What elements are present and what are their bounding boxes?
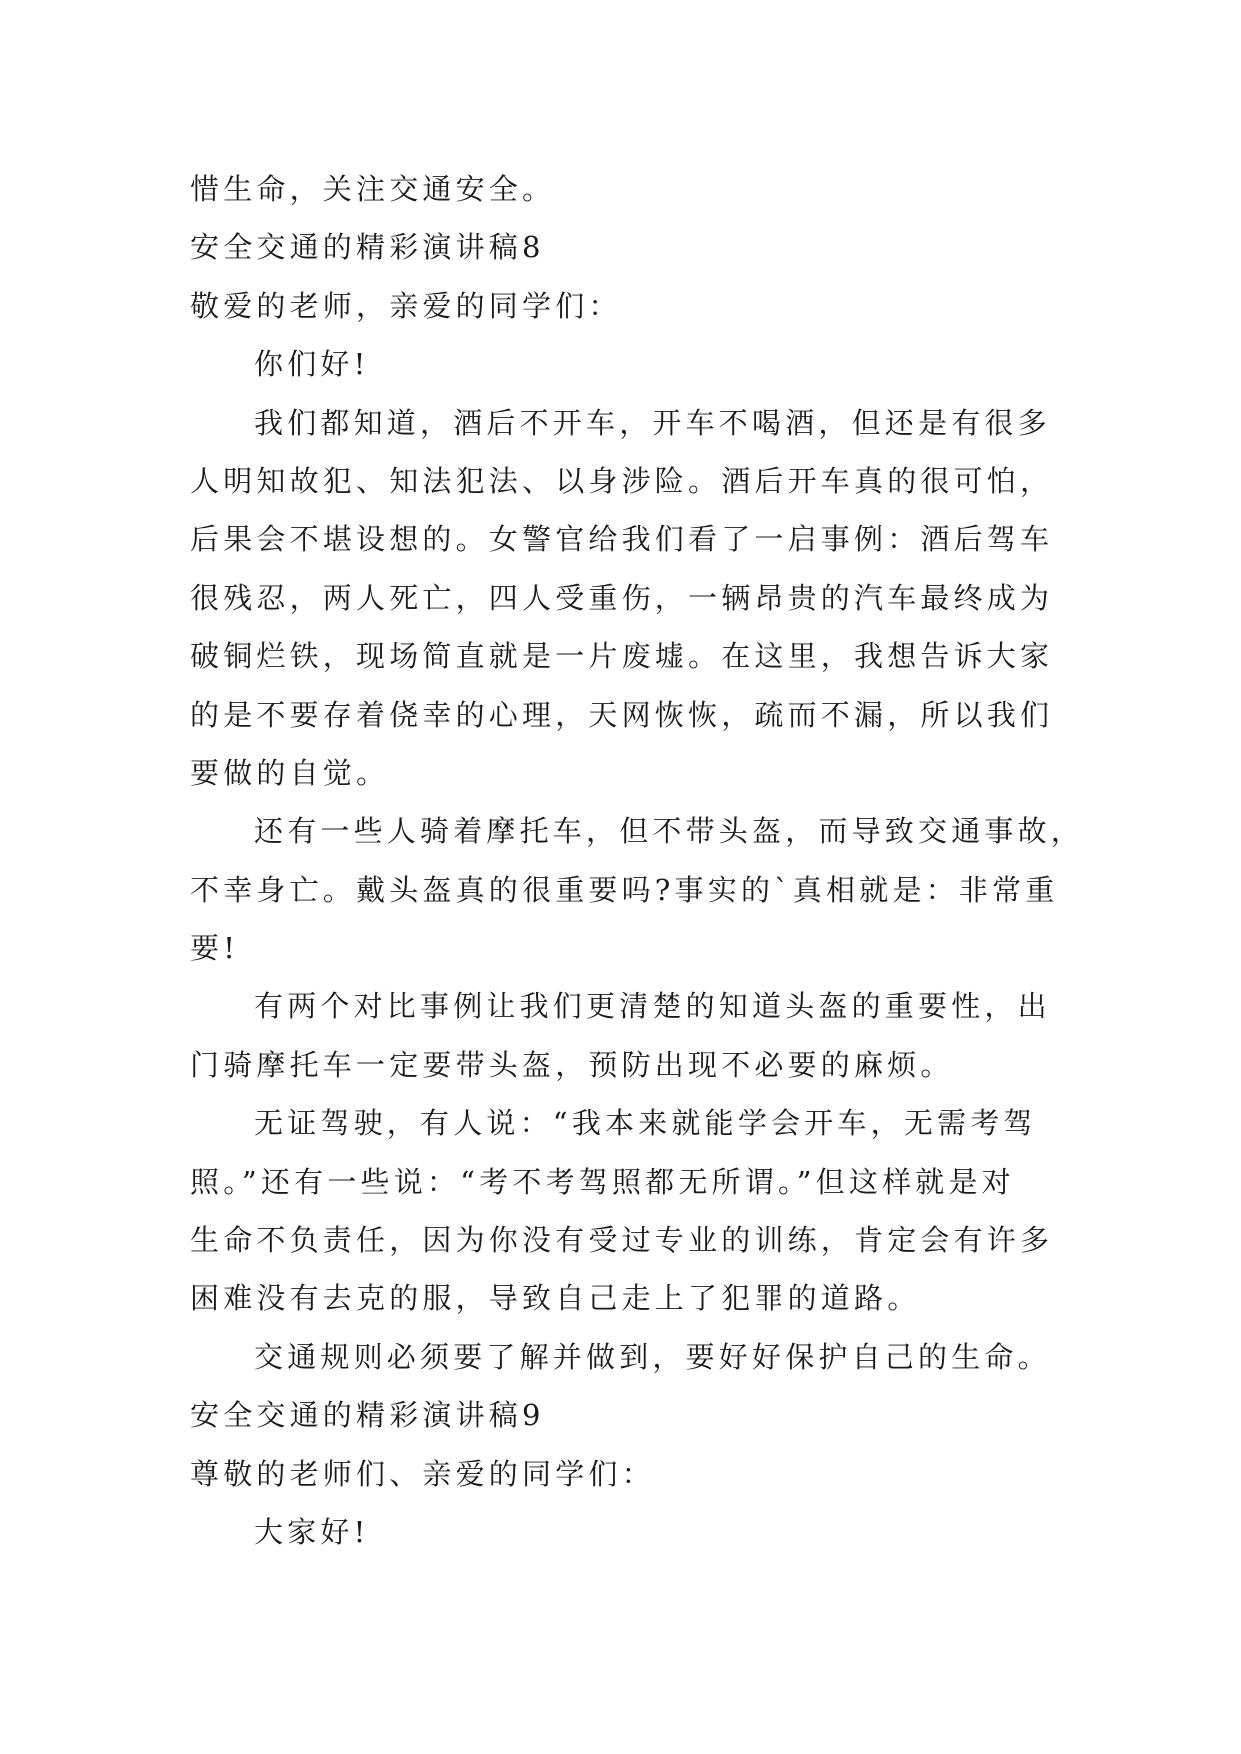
paragraph-line: 生命不负责任，因为你没有受过专业的训练，肯定会有许多 [190, 1223, 1054, 1258]
paragraph-line: 无证驾驶，有人说：“我本来就能学会开车，无需考驾 [254, 1106, 1037, 1141]
paragraph-line: 破铜烂铁，现场简直就是一片废墟。在这里，我想告诉大家 [190, 639, 1054, 674]
salutation: 尊敬的老师们、亲爱的同学们： [190, 1456, 655, 1491]
paragraph-line: 要做的自觉。 [190, 755, 390, 790]
document-body [190, 160, 1085, 1561]
paragraph-line: 还有一些人骑着摩托车，但不带头盔，而导致交通事故， [254, 814, 1085, 849]
paragraph-line: 照。”还有一些说：“考不考驾照都无所谓。”但这样就是对 [190, 1164, 1015, 1199]
paragraph-line: 门骑摩托车一定要带头盔，预防出现不必要的麻烦。 [190, 1047, 954, 1082]
greeting: 你们好! [254, 347, 370, 382]
greeting: 大家好! [254, 1514, 370, 1549]
paragraph-line: 不幸身亡。戴头盔真的很重要吗?事实的`真相就是：非常重 [190, 872, 1059, 907]
paragraph-line: 人明知故犯、知法犯法、以身涉险。酒后开车真的很可怕， [190, 463, 1054, 498]
section-heading: 安全交通的精彩演讲稿8 [190, 230, 545, 265]
paragraph-line: 惜生命，关注交通安全。 [190, 172, 556, 206]
paragraph-line: 交通规则必须要了解并做到，要好好保护自己的生命。 [254, 1339, 1051, 1374]
paragraph-line: 的是不要存着侥幸的心理，天网恢恢，疏而不漏，所以我们 [190, 697, 1054, 732]
paragraph-line: 很残忍，两人死亡，四人受重伤，一辆昂贵的汽车最终成为 [190, 580, 1054, 615]
section-heading: 安全交通的精彩演讲稿9 [190, 1398, 545, 1433]
salutation: 敬爱的老师，亲爱的同学们： [190, 288, 622, 323]
paragraph-line: 有两个对比事例让我们更清楚的知道头盔的重要性，出 [254, 989, 1051, 1024]
paragraph-line: 困难没有去克的服，导致自己走上了犯罪的道路。 [190, 1281, 921, 1316]
paragraph-line: 后果会不堪设想的。女警官给我们看了一启事例：酒后驾车 [190, 522, 1054, 557]
paragraph-line: 要! [190, 931, 240, 966]
paragraph-line: 我们都知道，酒后不开车，开车不喝酒，但还是有很多 [254, 405, 1051, 440]
